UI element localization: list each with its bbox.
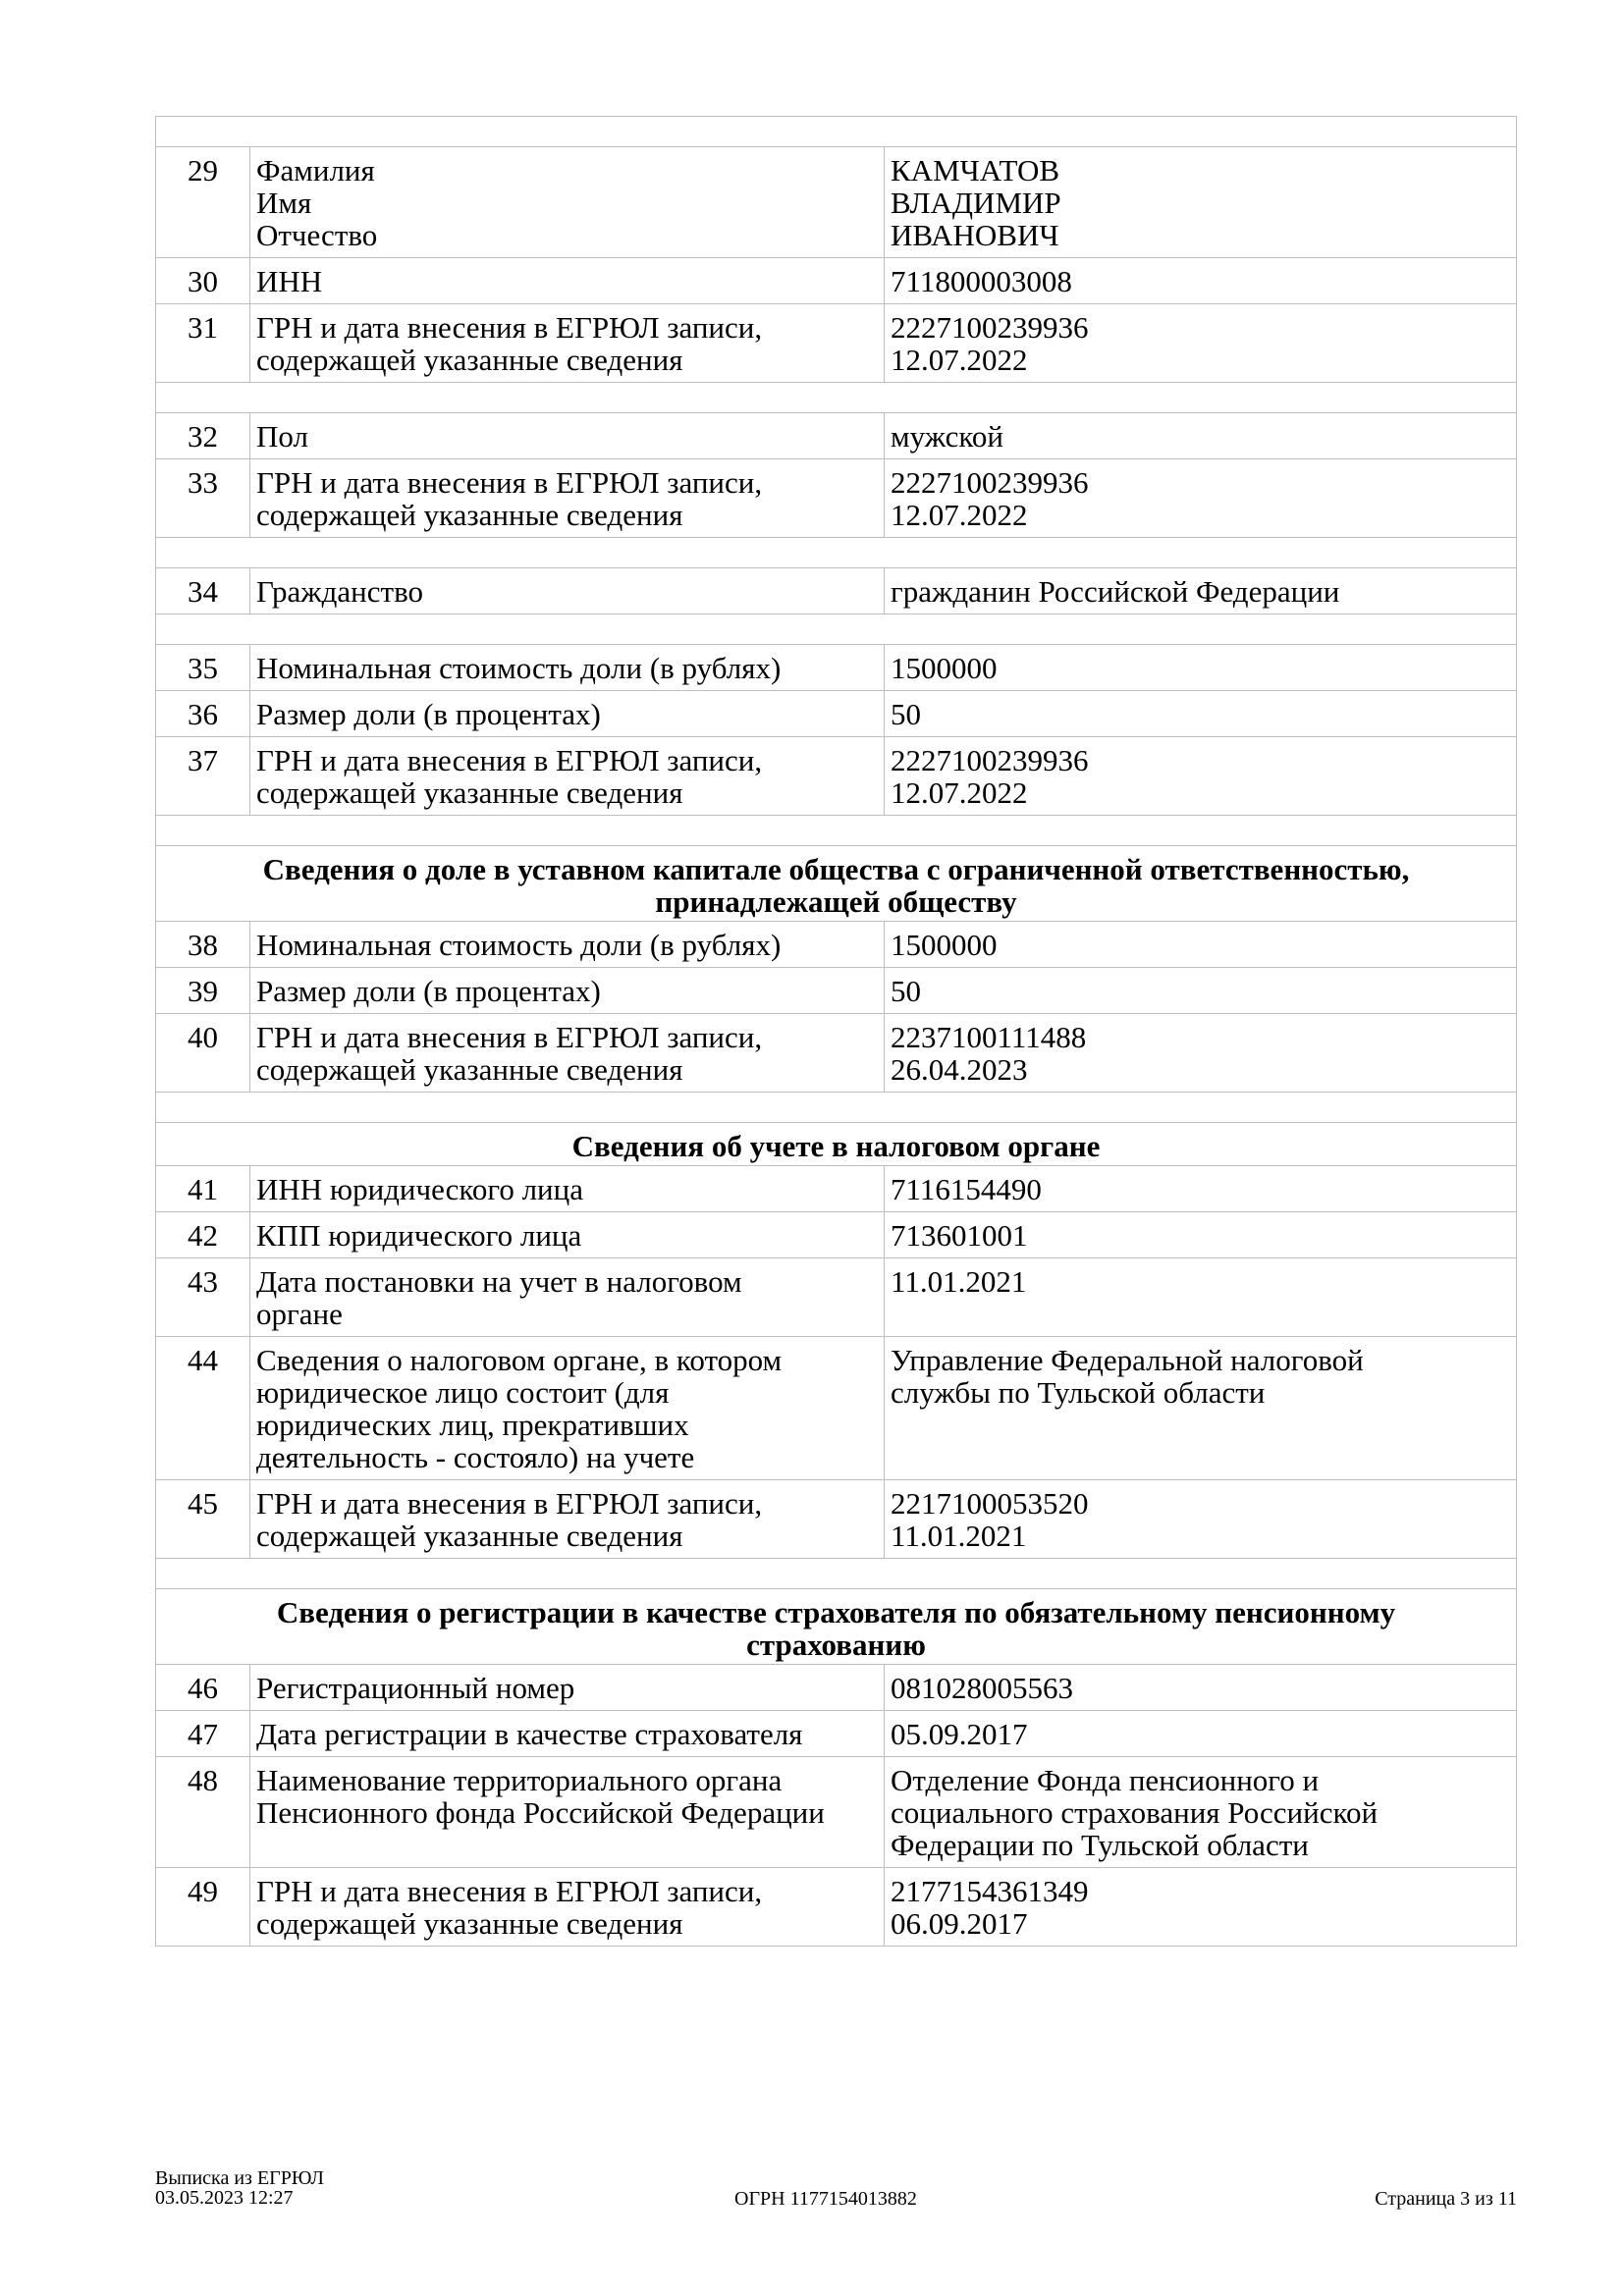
row-value: гражданин Российской Федерации <box>885 568 1517 614</box>
table-row <box>156 922 1517 968</box>
row-label: Дата постановки на учет в налоговом органе <box>250 1258 885 1337</box>
row-label: Номинальная стоимость доли (в рублях) <box>250 645 885 691</box>
row-number: 45 <box>156 1480 250 1559</box>
row-value: 1500000 <box>885 645 1517 691</box>
row-label: ИНН юридического лица <box>250 1166 885 1212</box>
row-label: Пол <box>250 413 885 459</box>
row-label: ГРН и дата внесения в ЕГРЮЛ записи, содержащей указанные сведения <box>250 304 885 383</box>
row-number: 42 <box>156 1212 250 1258</box>
row-label: Дата регистрации в качестве страхователя <box>250 1711 885 1757</box>
row-value: 713601001 <box>885 1212 1517 1258</box>
table-row <box>156 1258 1517 1337</box>
row-label: ГРН и дата внесения в ЕГРЮЛ записи, содержащей указанные сведения <box>250 737 885 816</box>
row-number: 37 <box>156 737 250 816</box>
row-number: 30 <box>156 258 250 304</box>
table-row <box>156 968 1517 1014</box>
spacer-cell <box>156 538 1517 568</box>
row-value: КАМЧАТОВ ВЛАДИМИР ИВАНОВИЧ <box>885 147 1517 258</box>
row-value: Управление Федеральной налоговой службы по Тульской области <box>885 1337 1517 1480</box>
row-value: 711800003008 <box>885 258 1517 304</box>
table-row <box>156 1665 1517 1711</box>
row-number: 31 <box>156 304 250 383</box>
row-number: 41 <box>156 1166 250 1212</box>
row-value: 2227100239936 12.07.2022 <box>885 304 1517 383</box>
table-row <box>156 568 1517 614</box>
row-label: Сведения о налоговом органе, в котором юридическое лицо состоит (для юридических лиц, прекративших деятельность - состояло) на учете <box>250 1337 885 1480</box>
section-title: Сведения о доле в уставном капитале общества с ограниченной ответственностью, принадлежащей обществу <box>156 846 1517 922</box>
footer-ogrn: ОГРН 1177154013882 <box>734 2188 917 2210</box>
spacer-cell <box>156 614 1517 645</box>
row-number: 44 <box>156 1337 250 1480</box>
spacer-row <box>156 816 1517 846</box>
spacer-row <box>156 614 1517 645</box>
table-row <box>156 737 1517 816</box>
row-number: 47 <box>156 1711 250 1757</box>
spacer-row <box>156 1093 1517 1123</box>
row-number: 40 <box>156 1014 250 1093</box>
table-row <box>156 1014 1517 1093</box>
footer-doc-title: Выписка из ЕГРЮЛ 03.05.2023 12:27 <box>155 2167 324 2209</box>
row-value: 50 <box>885 968 1517 1014</box>
table-row <box>156 258 1517 304</box>
row-label: Регистрационный номер <box>250 1665 885 1711</box>
table-row <box>156 1757 1517 1868</box>
row-label: Номинальная стоимость доли (в рублях) <box>250 922 885 968</box>
row-number: 36 <box>156 691 250 737</box>
row-number: 34 <box>156 568 250 614</box>
row-value: мужской <box>885 413 1517 459</box>
row-label: Наименование территориального органа Пенсионного фонда Российской Федерации <box>250 1757 885 1868</box>
spacer-row <box>156 538 1517 568</box>
table-body <box>156 117 1517 1947</box>
row-label: Фамилия Имя Отчество <box>250 147 885 258</box>
egrul-extract-table <box>155 116 1517 1947</box>
spacer-cell <box>156 1559 1517 1589</box>
row-value: 2227100239936 12.07.2022 <box>885 737 1517 816</box>
row-number: 49 <box>156 1868 250 1947</box>
row-value: Отделение Фонда пенсионного и социального страхования Российской Федерации по Тульской области <box>885 1757 1517 1868</box>
table-row <box>156 147 1517 258</box>
row-value: 7116154490 <box>885 1166 1517 1212</box>
row-label: ГРН и дата внесения в ЕГРЮЛ записи, содержащей указанные сведения <box>250 1480 885 1559</box>
row-label: ГРН и дата внесения в ЕГРЮЛ записи, содержащей указанные сведения <box>250 1014 885 1093</box>
row-value: 50 <box>885 691 1517 737</box>
spacer-cell <box>156 1093 1517 1123</box>
table-row <box>156 691 1517 737</box>
table-row <box>156 1711 1517 1757</box>
row-value: 2217100053520 11.01.2021 <box>885 1480 1517 1559</box>
row-label: ИНН <box>250 258 885 304</box>
row-label: Размер доли (в процентах) <box>250 968 885 1014</box>
footer-page-number: Страница 3 из 11 <box>1375 2188 1517 2210</box>
row-number: 39 <box>156 968 250 1014</box>
row-label: КПП юридического лица <box>250 1212 885 1258</box>
row-number: 33 <box>156 459 250 538</box>
row-value: 081028005563 <box>885 1665 1517 1711</box>
row-number: 35 <box>156 645 250 691</box>
row-number: 38 <box>156 922 250 968</box>
row-value: 2237100111488 26.04.2023 <box>885 1014 1517 1093</box>
section-header-row <box>156 1589 1517 1665</box>
table-row <box>156 1166 1517 1212</box>
section-title: Сведения о регистрации в качестве страхователя по обязательному пенсионному страхованию <box>156 1589 1517 1665</box>
table-row <box>156 1212 1517 1258</box>
row-label: Гражданство <box>250 568 885 614</box>
row-label: Размер доли (в процентах) <box>250 691 885 737</box>
section-header-row <box>156 1123 1517 1166</box>
row-number: 46 <box>156 1665 250 1711</box>
spacer-cell <box>156 117 1517 147</box>
spacer-cell <box>156 383 1517 413</box>
row-value: 05.09.2017 <box>885 1711 1517 1757</box>
table-row <box>156 304 1517 383</box>
section-header-row <box>156 846 1517 922</box>
spacer-row <box>156 1559 1517 1589</box>
row-number: 43 <box>156 1258 250 1337</box>
row-number: 48 <box>156 1757 250 1868</box>
row-value: 11.01.2021 <box>885 1258 1517 1337</box>
row-number: 29 <box>156 147 250 258</box>
spacer-cell <box>156 816 1517 846</box>
table-row <box>156 1480 1517 1559</box>
table-row <box>156 459 1517 538</box>
section-title: Сведения об учете в налоговом органе <box>156 1123 1517 1166</box>
row-value: 2177154361349 06.09.2017 <box>885 1868 1517 1947</box>
row-value: 1500000 <box>885 922 1517 968</box>
row-value: 2227100239936 12.07.2022 <box>885 459 1517 538</box>
spacer-row <box>156 117 1517 147</box>
table-row <box>156 1337 1517 1480</box>
row-label: ГРН и дата внесения в ЕГРЮЛ записи, содержащей указанные сведения <box>250 1868 885 1947</box>
table-row <box>156 645 1517 691</box>
row-number: 32 <box>156 413 250 459</box>
table-row <box>156 413 1517 459</box>
spacer-row <box>156 383 1517 413</box>
table-row <box>156 1868 1517 1947</box>
row-label: ГРН и дата внесения в ЕГРЮЛ записи, содержащей указанные сведения <box>250 459 885 538</box>
